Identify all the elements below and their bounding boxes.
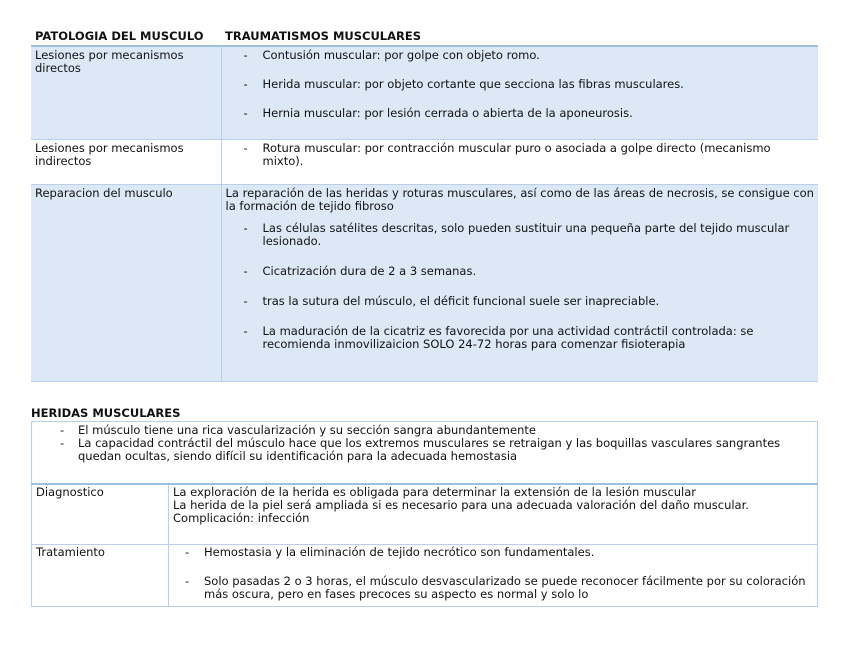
- dash-list: [226, 222, 815, 351]
- list-item: - Rotura muscular: por contracción muscular puro o asociada a golpe directo (mecanismo mixto).: [240, 142, 815, 168]
- header-right: TRAUMATISMOS MUSCULARES: [221, 30, 818, 46]
- table-row: [32, 484, 818, 545]
- list-item: - Contusión muscular: por golpe con objeto romo.: [240, 49, 815, 62]
- section-title: HERIDAS MUSCULARES: [31, 406, 181, 420]
- table-row: [32, 545, 818, 607]
- dash-list: [226, 142, 815, 168]
- list-item: - Las células satélites descritas, solo pueden sustituir una pequeña parte del tejido muscular lesionado.: [240, 222, 815, 248]
- table-header-row: [31, 30, 818, 46]
- traumatismos-table: [31, 30, 818, 382]
- row-label: Lesiones por mecanismos directos: [31, 46, 221, 140]
- list-item: - La maduración de la cicatriz es favorecida por una actividad contráctil controlada: se recomienda inmovilizaicion SOLO 24-72 horas para comenzar fisioterapia: [240, 325, 815, 351]
- row-label: Diagnostico: [32, 484, 169, 545]
- row-content: [221, 185, 818, 382]
- row-content: [169, 545, 818, 607]
- dash-list: [173, 546, 813, 601]
- list-item: - Herida muscular: por objeto cortante que secciona las fibras musculares.: [240, 78, 815, 91]
- list-item: - tras la sutura del músculo, el déficit funcional suele ser inapreciable.: [240, 295, 815, 308]
- text-line: La exploración de la herida es obligada para determinar la extensión de la lesión muscular: [173, 485, 697, 499]
- row-label: Reparacion del musculo: [31, 185, 221, 382]
- table-row: [31, 46, 818, 140]
- row-content: [221, 46, 818, 140]
- row-intro: La reparación de las heridas y roturas musculares, así como de las áreas de necrosis, se consigue con la formación de tejido fibroso: [225, 186, 814, 213]
- list-item: - La capacidad contráctil del músculo hace que los extremos musculares se retraigan y las boquillas vasculares sangrantes quedan ocultas, siendo difícil su identificación para la adecuada hemostasia: [78, 437, 817, 463]
- list-item: - Cicatrización dura de 2 a 3 semanas.: [240, 265, 815, 278]
- list-item: - Hernia muscular: por lesión cerrada o abierta de la aponeurosis.: [240, 107, 815, 120]
- list-item: - El músculo tiene una rica vascularización y su sección sangra abundantemente: [78, 424, 817, 437]
- dash-list: [226, 49, 815, 120]
- row-content: [221, 140, 818, 185]
- text-line: La herida de la piel será ampliada si es necesario para una adecuada valoración del daño muscular.: [173, 498, 749, 512]
- row-label: Tratamiento: [32, 545, 169, 607]
- text-line: Complicación: infección: [173, 511, 310, 525]
- header-left: PATOLOGIA DEL MUSCULO: [31, 30, 221, 46]
- list-item: - Solo pasadas 2 o 3 horas, el músculo desvascularizado se puede reconocer fácilmente por su coloración más oscura, pero en fases precoces su aspecto es normal y solo lo: [181, 575, 813, 601]
- row-label: Lesiones por mecanismos indirectos: [31, 140, 221, 185]
- list-item: - Hemostasia y la eliminación de tejido necrótico son fundamentales.: [181, 546, 813, 559]
- heridas-table: [31, 483, 818, 607]
- dash-list: [32, 424, 817, 463]
- table-row: [31, 140, 818, 185]
- heridas-intro-box: [31, 421, 818, 484]
- table-row: [31, 185, 818, 382]
- row-content: [169, 484, 818, 545]
